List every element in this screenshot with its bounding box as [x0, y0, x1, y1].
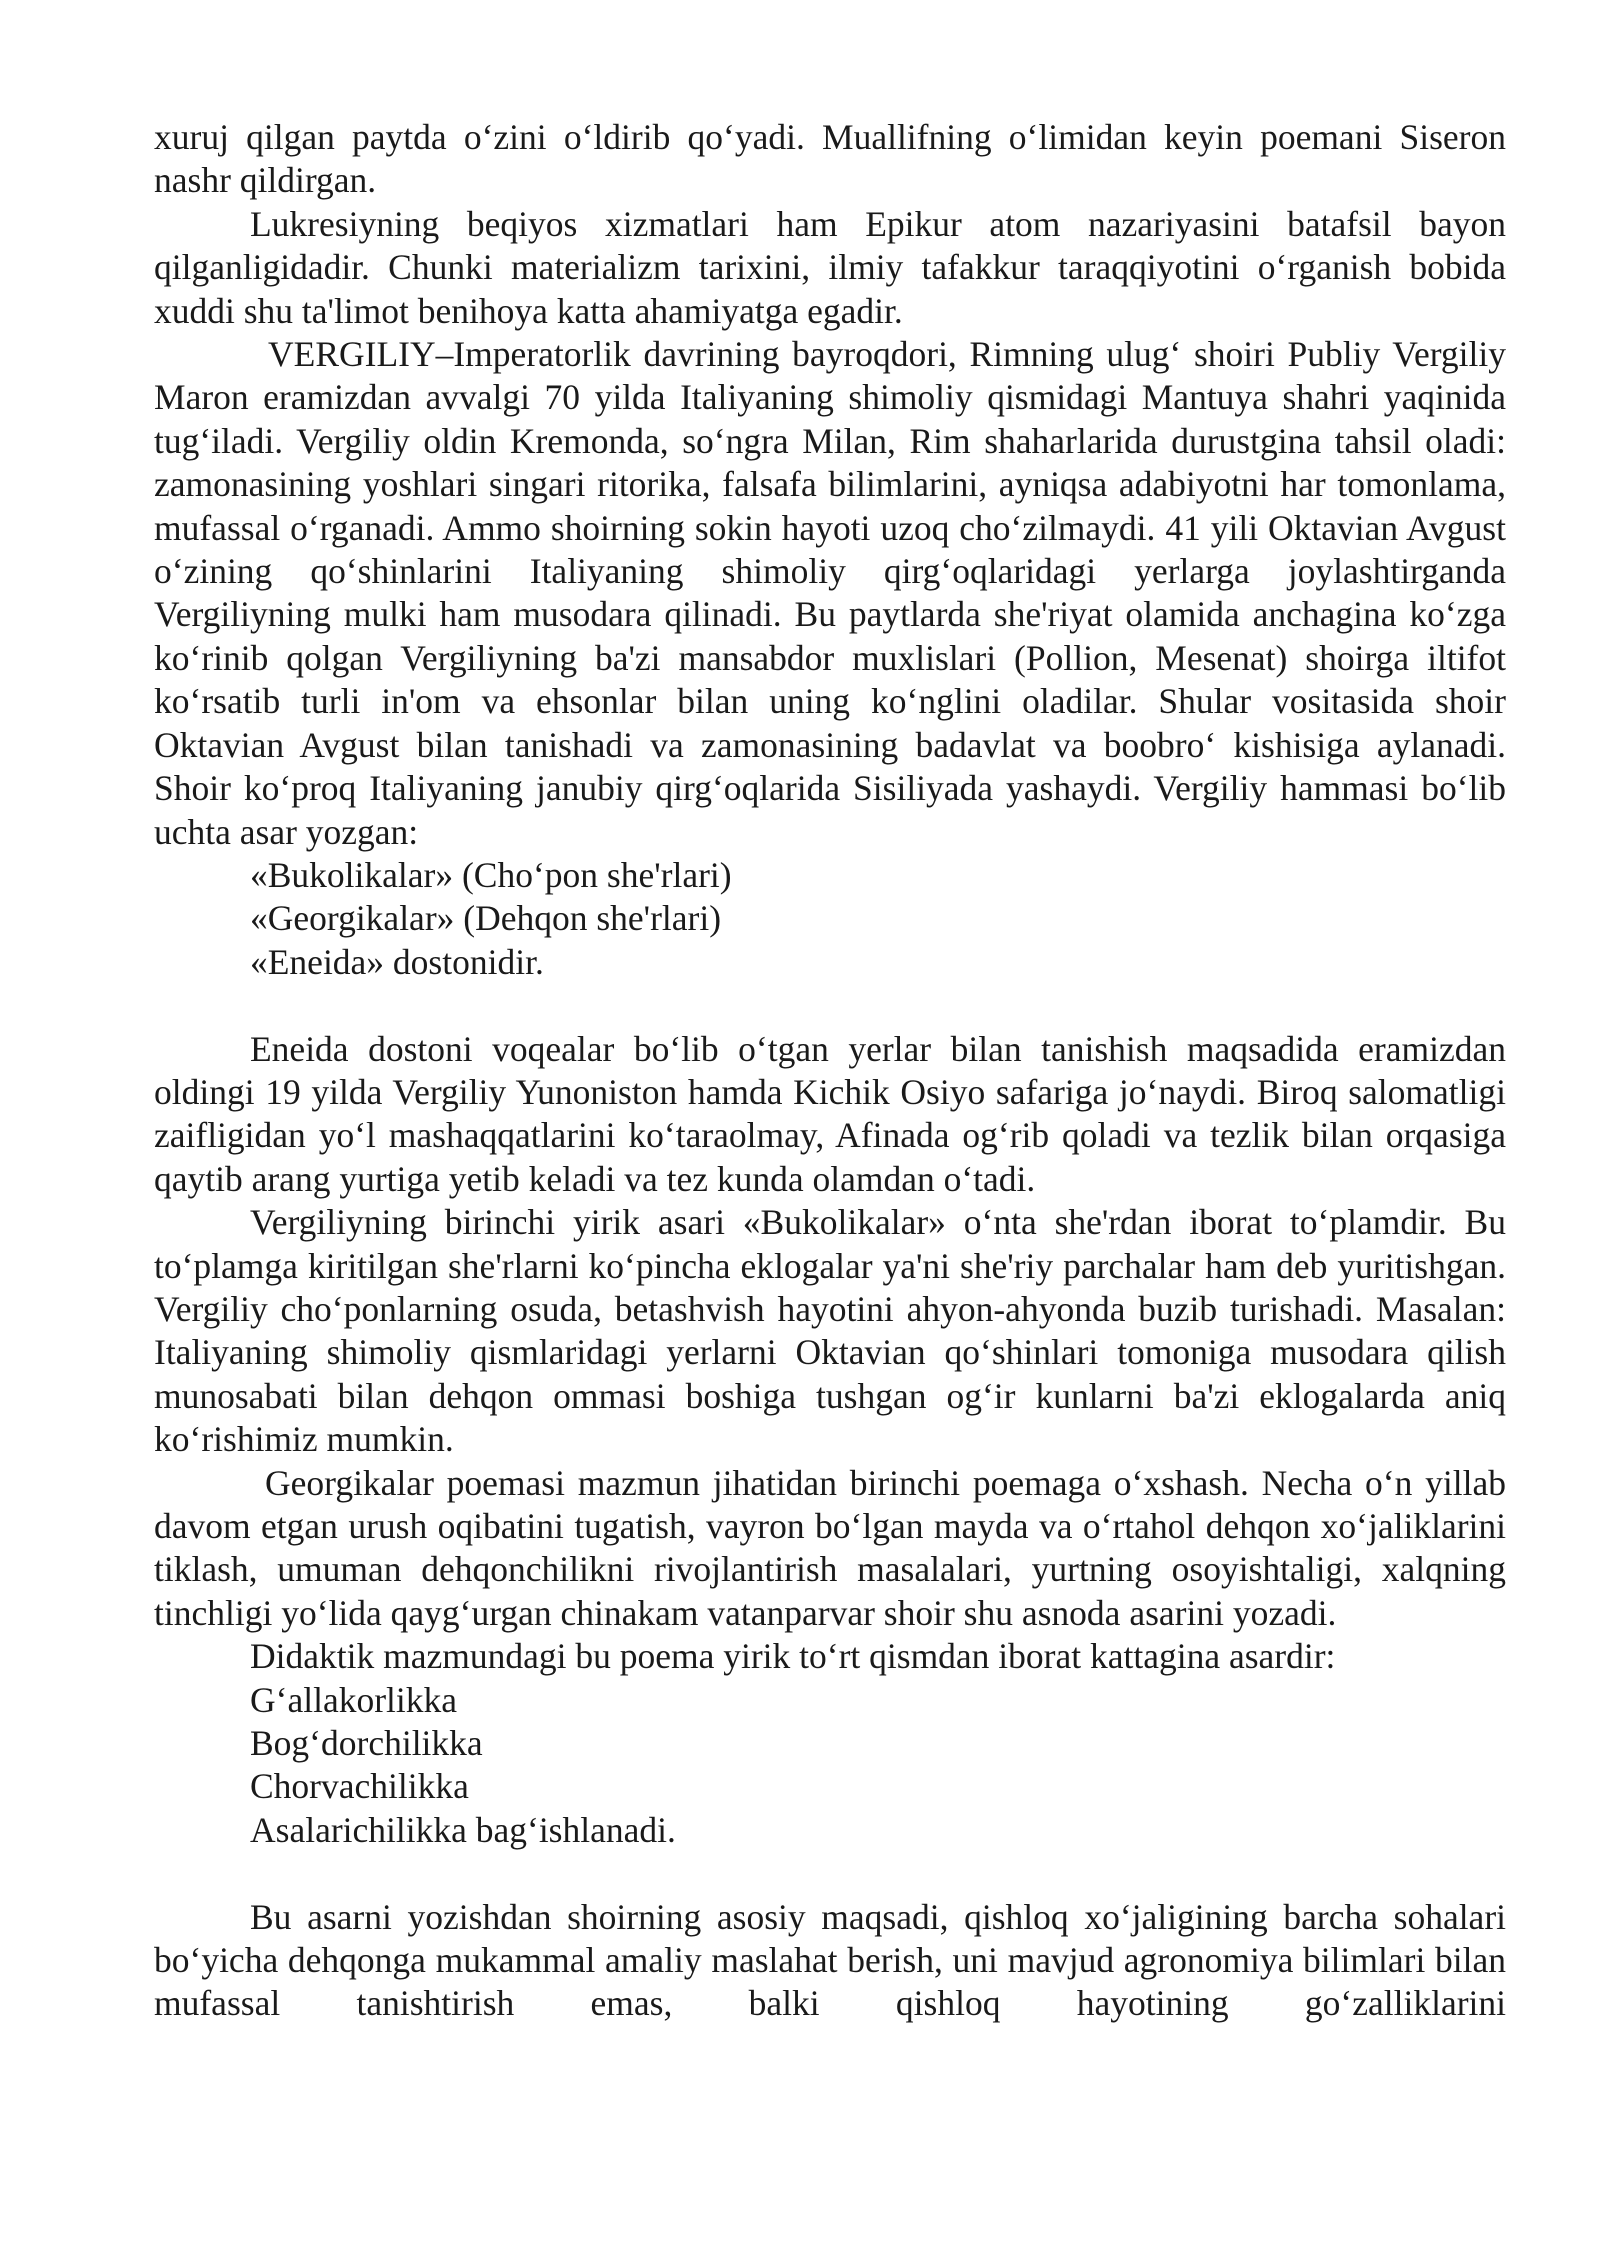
list-item-work-aeneid: «Eneida» dostonidir. — [250, 941, 544, 982]
list-item-part-grain: G‘allakorlikka — [250, 1679, 458, 1720]
paragraph-georgics-parts-intro: Didaktik mazmundagi bu poema yirik to‘rt qismdan iborat kattagina asardir: — [250, 1636, 1336, 1677]
list-item-part-gardening: Bog‘dorchilikka — [250, 1723, 483, 1764]
paragraph-aeneid-journey: Eneida dostoni voqealar bo‘lib o‘tgan yerlar bilan tanishish maqsadida eramizdan oldingi 19 yilda Vergiliy Yunoniston hamda Kichik Osiyo safariga jo‘naydi. Biroq salomatligi zaifligidan yo‘l mashaqqatlarini ko‘taraolmay, Afinada og‘rib qoladi va tezlik bilan orqasiga qaytib arang yurtiga yetib keladi va tez kunda olamdan o‘tadi. — [154, 1028, 1506, 1199]
list-item-part-livestock: Chorvachilikka — [250, 1766, 469, 1807]
paragraph-vergil-biography: VERGILIY–Imperatorlik davrining bayroqdori, Rimning ulug‘ shoiri Publiy Vergiliy Maron eramizdan avvalgi 70 yilda Italiyaning shimoliy qismidagi Mantuya shahri yaqinida tug‘iladi. Vergiliy oldin Kremonda, so‘ngra Milan, Rim shaharlarida durustgina tahsil oladi: zamonasining yoshlari singari ritorika, falsafa bilimlarini, ayniqsa adabiyotni har tomonlama, mufassal o‘rganadi. Ammo shoirning sokin hayoti uzoq cho‘zilmaydi. 41 yili Oktavian Avgust o‘zining qo‘shinlarini Italiyaning shimoliy qirg‘oqlaridagi yerlarga joylashtirganda Vergiliyning mulki ham musodara qilinadi. Bu paytlarda she'riyat olamida anchagina ko‘zga ko‘rinib qolgan Vergiliyning ba'zi mansabdor muxlislari (Pollion, Mesenat) shoirga iltifot ko‘rsatib turli in'om va ehsonlar bilan uning ko‘nglini oladilar. Shular vositasida shoir Oktavian Avgust bilan tanishadi va zamonasining badavlat va boobro‘ kishisiga aylanadi. Shoir ko‘proq Italiyaning janubiy qirg‘oqlarida Sisiliyada yashaydi. Vergiliy hammasi bo‘lib uchta asar yozgan: — [154, 334, 1506, 852]
paragraph-georgics-purpose: Bu asarni yozishdan shoirning asosiy maqsadi, qishloq xo‘jaligining barcha sohalari bo‘yicha dehqonga mukammal amaliy maslahat berish, uni mavjud agronomiya bilimlari bilan mufassal tanishtirish emas, balki qishloq hayotining go‘zalliklarini — [154, 1896, 1506, 2024]
list-item-work-bucolics: «Bukolikalar» (Cho‘pon she'rlari) — [250, 854, 732, 895]
blank-line — [154, 984, 1506, 1027]
document-page — [154, 116, 1506, 2026]
blank-line — [154, 1852, 1506, 1895]
paragraph-lucretius-death: xuruj qilgan paytda o‘zini o‘ldirib qo‘yadi. Muallifning o‘limidan keyin poemani Siseron nashr qildirgan. — [154, 117, 1506, 201]
paragraph-lucretius-merits: Lukresiyning beqiyos xizmatlari ham Epikur atom nazariyasini batafsil bayon qilganligidadir. Chunki materializm tarixini, ilmiy tafakkur taraqqiyotini o‘rganish bobida xuddi shu ta'limot benihoya katta ahamiyatga egadir. — [154, 203, 1506, 331]
paragraph-georgics: Georgikalar poemasi mazmun jihatidan birinchi poemaga o‘xshash. Necha o‘n yillab davom etgan urush oqibatini tugatish, vayron bo‘lgan mayda va o‘rtahol dehqon xo‘jaliklarini tiklash, umuman dehqonchilikni rivojlantirish masalalari, yurtning osoyishtaligi, xalqning tinchligi yo‘lida qayg‘urgan chinakam vatanparvar shoir shu asnoda asarini yozadi. — [154, 1462, 1506, 1633]
list-item-work-georgics: «Georgikalar» (Dehqon she'rlari) — [250, 898, 722, 939]
list-item-part-beekeeping: Asalarichilikka bag‘ishlanadi. — [250, 1809, 676, 1850]
paragraph-bucolics: Vergiliyning birinchi yirik asari «Bukolikalar» o‘nta she'rdan iborat to‘plamdir. Bu to‘plamga kiritilgan she'rlarni ko‘pincha eklogalar ya'ni she'riy parchalar ham deb yuritishgan. Vergiliy cho‘ponlarning osuda, betashvish hayotini ahyon-ahyonda buzib turishadi. Masalan: Italiyaning shimoliy qismlaridagi yerlarni Oktavian qo‘shinlari tomoniga musodara qilish munosabati bilan dehqon ommasi boshiga tushgan og‘ir kunlarni ba'zi eklogalarda aniq ko‘rishimiz mumkin. — [154, 1202, 1506, 1460]
